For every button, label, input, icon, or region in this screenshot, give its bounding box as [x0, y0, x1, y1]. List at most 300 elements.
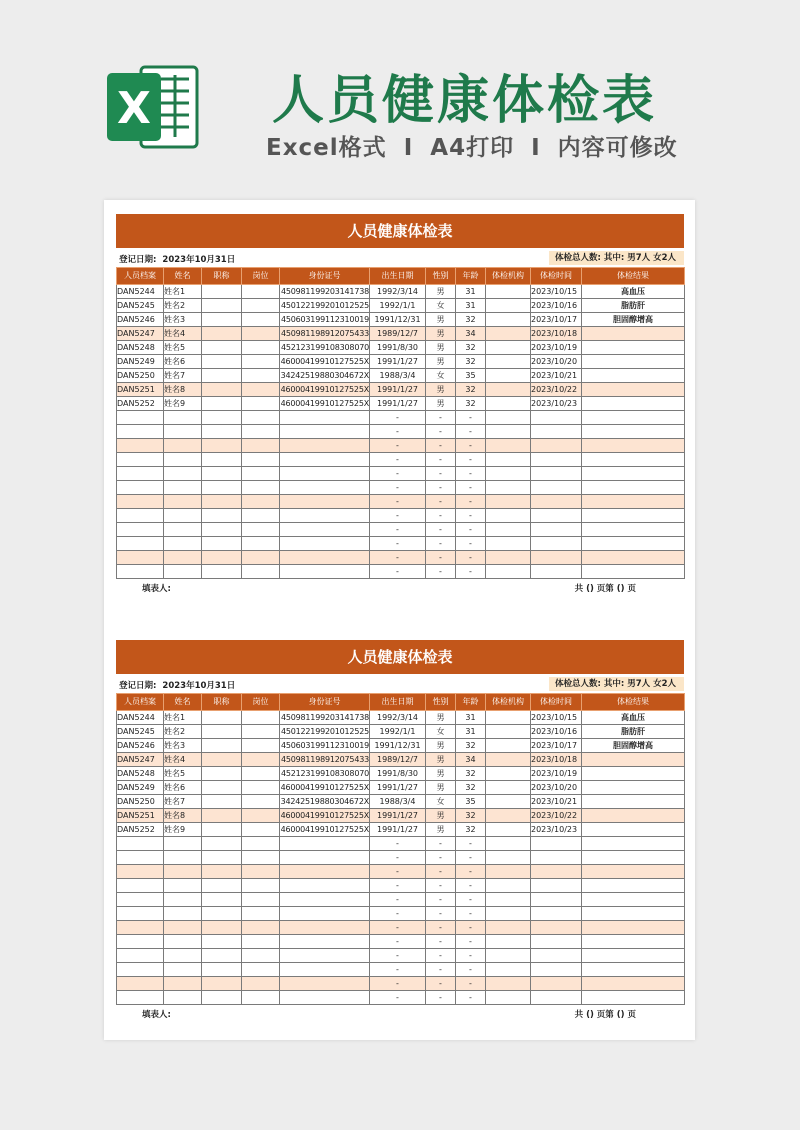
result-cell[interactable]: 胆固醇增高: [582, 739, 685, 753]
archive-cell[interactable]: [117, 907, 164, 921]
age-cell[interactable]: 34: [456, 327, 486, 341]
institution-cell[interactable]: [486, 893, 531, 907]
institution-cell[interactable]: [486, 327, 531, 341]
birth-date-cell[interactable]: -: [370, 453, 426, 467]
institution-cell[interactable]: [486, 809, 531, 823]
result-cell[interactable]: [582, 397, 685, 411]
birth-date-cell[interactable]: -: [370, 481, 426, 495]
check-date-cell[interactable]: 2023/10/18: [531, 327, 582, 341]
age-cell[interactable]: -: [456, 551, 486, 565]
age-cell[interactable]: -: [456, 991, 486, 1005]
birth-date-cell[interactable]: -: [370, 949, 426, 963]
archive-cell[interactable]: DAN5247: [117, 327, 164, 341]
age-cell[interactable]: 35: [456, 795, 486, 809]
age-cell[interactable]: -: [456, 921, 486, 935]
check-date-cell[interactable]: 2023/10/16: [531, 299, 582, 313]
post-cell[interactable]: [242, 949, 280, 963]
id-number-cell[interactable]: 34242519880304672X: [280, 795, 370, 809]
title-cell[interactable]: [202, 369, 242, 383]
age-cell[interactable]: 31: [456, 711, 486, 725]
result-cell[interactable]: [582, 355, 685, 369]
check-date-cell[interactable]: [531, 837, 582, 851]
check-date-cell[interactable]: 2023/10/23: [531, 823, 582, 837]
age-cell[interactable]: -: [456, 963, 486, 977]
institution-cell[interactable]: [486, 935, 531, 949]
institution-cell[interactable]: [486, 285, 531, 299]
result-cell[interactable]: [582, 963, 685, 977]
age-cell[interactable]: -: [456, 837, 486, 851]
post-cell[interactable]: [242, 299, 280, 313]
gender-cell[interactable]: -: [426, 949, 456, 963]
title-cell[interactable]: [202, 425, 242, 439]
institution-cell[interactable]: [486, 795, 531, 809]
check-date-cell[interactable]: [531, 537, 582, 551]
post-cell[interactable]: [242, 411, 280, 425]
title-cell[interactable]: [202, 397, 242, 411]
archive-cell[interactable]: [117, 565, 164, 579]
archive-cell[interactable]: [117, 851, 164, 865]
gender-cell[interactable]: -: [426, 977, 456, 991]
title-cell[interactable]: [202, 565, 242, 579]
id-number-cell[interactable]: [280, 949, 370, 963]
id-number-cell[interactable]: 450603199112310019: [280, 739, 370, 753]
gender-cell[interactable]: 男: [426, 809, 456, 823]
title-cell[interactable]: [202, 865, 242, 879]
institution-cell[interactable]: [486, 977, 531, 991]
check-date-cell[interactable]: 2023/10/20: [531, 781, 582, 795]
gender-cell[interactable]: 男: [426, 781, 456, 795]
post-cell[interactable]: [242, 425, 280, 439]
institution-cell[interactable]: [486, 425, 531, 439]
age-cell[interactable]: -: [456, 935, 486, 949]
id-number-cell[interactable]: 46000419910127525X: [280, 355, 370, 369]
check-date-cell[interactable]: [531, 851, 582, 865]
age-cell[interactable]: 31: [456, 285, 486, 299]
age-cell[interactable]: -: [456, 411, 486, 425]
post-cell[interactable]: [242, 369, 280, 383]
institution-cell[interactable]: [486, 523, 531, 537]
age-cell[interactable]: -: [456, 425, 486, 439]
archive-cell[interactable]: [117, 509, 164, 523]
name-cell[interactable]: [164, 879, 202, 893]
gender-cell[interactable]: -: [426, 851, 456, 865]
archive-cell[interactable]: DAN5247: [117, 753, 164, 767]
gender-cell[interactable]: -: [426, 991, 456, 1005]
title-cell[interactable]: [202, 837, 242, 851]
name-cell[interactable]: [164, 893, 202, 907]
birth-date-cell[interactable]: -: [370, 425, 426, 439]
age-cell[interactable]: 32: [456, 313, 486, 327]
id-number-cell[interactable]: [280, 481, 370, 495]
post-cell[interactable]: [242, 865, 280, 879]
result-cell[interactable]: [582, 341, 685, 355]
id-number-cell[interactable]: 450981199203141738: [280, 711, 370, 725]
archive-cell[interactable]: DAN5245: [117, 299, 164, 313]
post-cell[interactable]: [242, 739, 280, 753]
institution-cell[interactable]: [486, 439, 531, 453]
id-number-cell[interactable]: 34242519880304672X: [280, 369, 370, 383]
institution-cell[interactable]: [486, 865, 531, 879]
name-cell[interactable]: 姓名4: [164, 327, 202, 341]
post-cell[interactable]: [242, 879, 280, 893]
result-cell[interactable]: [582, 879, 685, 893]
id-number-cell[interactable]: 450981198912075433: [280, 753, 370, 767]
id-number-cell[interactable]: [280, 565, 370, 579]
title-cell[interactable]: [202, 879, 242, 893]
gender-cell[interactable]: 女: [426, 369, 456, 383]
gender-cell[interactable]: -: [426, 865, 456, 879]
name-cell[interactable]: 姓名6: [164, 355, 202, 369]
archive-cell[interactable]: DAN5244: [117, 711, 164, 725]
name-cell[interactable]: [164, 949, 202, 963]
institution-cell[interactable]: [486, 753, 531, 767]
post-cell[interactable]: [242, 313, 280, 327]
id-number-cell[interactable]: [280, 425, 370, 439]
result-cell[interactable]: [582, 767, 685, 781]
name-cell[interactable]: [164, 837, 202, 851]
post-cell[interactable]: [242, 453, 280, 467]
id-number-cell[interactable]: [280, 837, 370, 851]
archive-cell[interactable]: [117, 837, 164, 851]
post-cell[interactable]: [242, 481, 280, 495]
result-cell[interactable]: [582, 991, 685, 1005]
institution-cell[interactable]: [486, 851, 531, 865]
gender-cell[interactable]: -: [426, 963, 456, 977]
name-cell[interactable]: 姓名4: [164, 753, 202, 767]
id-number-cell[interactable]: 46000419910127525X: [280, 383, 370, 397]
gender-cell[interactable]: 男: [426, 823, 456, 837]
institution-cell[interactable]: [486, 467, 531, 481]
result-cell[interactable]: [582, 809, 685, 823]
gender-cell[interactable]: 男: [426, 355, 456, 369]
birth-date-cell[interactable]: -: [370, 977, 426, 991]
gender-cell[interactable]: -: [426, 837, 456, 851]
title-cell[interactable]: [202, 537, 242, 551]
title-cell[interactable]: [202, 341, 242, 355]
id-number-cell[interactable]: [280, 977, 370, 991]
id-number-cell[interactable]: [280, 467, 370, 481]
archive-cell[interactable]: DAN5246: [117, 313, 164, 327]
gender-cell[interactable]: 男: [426, 327, 456, 341]
check-date-cell[interactable]: [531, 453, 582, 467]
post-cell[interactable]: [242, 893, 280, 907]
gender-cell[interactable]: -: [426, 425, 456, 439]
name-cell[interactable]: [164, 439, 202, 453]
name-cell[interactable]: [164, 411, 202, 425]
archive-cell[interactable]: [117, 963, 164, 977]
name-cell[interactable]: [164, 523, 202, 537]
gender-cell[interactable]: -: [426, 879, 456, 893]
institution-cell[interactable]: [486, 551, 531, 565]
age-cell[interactable]: -: [456, 439, 486, 453]
gender-cell[interactable]: -: [426, 921, 456, 935]
name-cell[interactable]: [164, 921, 202, 935]
gender-cell[interactable]: -: [426, 893, 456, 907]
check-date-cell[interactable]: [531, 495, 582, 509]
id-number-cell[interactable]: 450122199201012525: [280, 725, 370, 739]
result-cell[interactable]: [582, 949, 685, 963]
result-cell[interactable]: [582, 753, 685, 767]
name-cell[interactable]: 姓名8: [164, 809, 202, 823]
result-cell[interactable]: [582, 523, 685, 537]
archive-cell[interactable]: [117, 949, 164, 963]
check-date-cell[interactable]: [531, 481, 582, 495]
institution-cell[interactable]: [486, 907, 531, 921]
name-cell[interactable]: 姓名3: [164, 313, 202, 327]
title-cell[interactable]: [202, 285, 242, 299]
gender-cell[interactable]: 男: [426, 711, 456, 725]
birth-date-cell[interactable]: -: [370, 495, 426, 509]
id-number-cell[interactable]: 450981198912075433: [280, 327, 370, 341]
name-cell[interactable]: 姓名6: [164, 781, 202, 795]
institution-cell[interactable]: [486, 739, 531, 753]
archive-cell[interactable]: [117, 537, 164, 551]
check-date-cell[interactable]: 2023/10/22: [531, 383, 582, 397]
title-cell[interactable]: [202, 753, 242, 767]
check-date-cell[interactable]: [531, 425, 582, 439]
result-cell[interactable]: 高血压: [582, 711, 685, 725]
result-cell[interactable]: [582, 327, 685, 341]
archive-cell[interactable]: [117, 439, 164, 453]
id-number-cell[interactable]: [280, 523, 370, 537]
name-cell[interactable]: 姓名8: [164, 383, 202, 397]
archive-cell[interactable]: [117, 921, 164, 935]
id-number-cell[interactable]: [280, 851, 370, 865]
birth-date-cell[interactable]: 1991/1/27: [370, 781, 426, 795]
archive-cell[interactable]: DAN5246: [117, 739, 164, 753]
check-date-cell[interactable]: 2023/10/17: [531, 313, 582, 327]
post-cell[interactable]: [242, 383, 280, 397]
institution-cell[interactable]: [486, 341, 531, 355]
archive-cell[interactable]: DAN5248: [117, 341, 164, 355]
institution-cell[interactable]: [486, 991, 531, 1005]
institution-cell[interactable]: [486, 355, 531, 369]
birth-date-cell[interactable]: 1991/12/31: [370, 313, 426, 327]
gender-cell[interactable]: -: [426, 495, 456, 509]
archive-cell[interactable]: DAN5250: [117, 795, 164, 809]
post-cell[interactable]: [242, 509, 280, 523]
result-cell[interactable]: [582, 481, 685, 495]
name-cell[interactable]: [164, 991, 202, 1005]
post-cell[interactable]: [242, 935, 280, 949]
archive-cell[interactable]: DAN5248: [117, 767, 164, 781]
title-cell[interactable]: [202, 893, 242, 907]
archive-cell[interactable]: DAN5251: [117, 383, 164, 397]
birth-date-cell[interactable]: -: [370, 837, 426, 851]
gender-cell[interactable]: -: [426, 481, 456, 495]
result-cell[interactable]: [582, 823, 685, 837]
birth-date-cell[interactable]: 1992/3/14: [370, 285, 426, 299]
title-cell[interactable]: [202, 711, 242, 725]
check-date-cell[interactable]: 2023/10/19: [531, 767, 582, 781]
title-cell[interactable]: [202, 725, 242, 739]
archive-cell[interactable]: DAN5250: [117, 369, 164, 383]
gender-cell[interactable]: 男: [426, 285, 456, 299]
birth-date-cell[interactable]: 1991/8/30: [370, 341, 426, 355]
gender-cell[interactable]: -: [426, 551, 456, 565]
age-cell[interactable]: 31: [456, 725, 486, 739]
post-cell[interactable]: [242, 439, 280, 453]
id-number-cell[interactable]: [280, 537, 370, 551]
gender-cell[interactable]: 男: [426, 753, 456, 767]
birth-date-cell[interactable]: -: [370, 537, 426, 551]
gender-cell[interactable]: 女: [426, 795, 456, 809]
name-cell[interactable]: 姓名7: [164, 795, 202, 809]
post-cell[interactable]: [242, 341, 280, 355]
archive-cell[interactable]: [117, 523, 164, 537]
birth-date-cell[interactable]: 1991/1/27: [370, 809, 426, 823]
name-cell[interactable]: 姓名3: [164, 739, 202, 753]
gender-cell[interactable]: -: [426, 411, 456, 425]
age-cell[interactable]: -: [456, 467, 486, 481]
institution-cell[interactable]: [486, 299, 531, 313]
birth-date-cell[interactable]: 1988/3/4: [370, 369, 426, 383]
birth-date-cell[interactable]: -: [370, 439, 426, 453]
id-number-cell[interactable]: [280, 893, 370, 907]
birth-date-cell[interactable]: 1991/8/30: [370, 767, 426, 781]
check-date-cell[interactable]: [531, 467, 582, 481]
title-cell[interactable]: [202, 823, 242, 837]
age-cell[interactable]: 32: [456, 397, 486, 411]
title-cell[interactable]: [202, 781, 242, 795]
name-cell[interactable]: 姓名7: [164, 369, 202, 383]
result-cell[interactable]: [582, 425, 685, 439]
name-cell[interactable]: 姓名5: [164, 341, 202, 355]
birth-date-cell[interactable]: 1989/12/7: [370, 327, 426, 341]
archive-cell[interactable]: [117, 977, 164, 991]
post-cell[interactable]: [242, 565, 280, 579]
post-cell[interactable]: [242, 495, 280, 509]
institution-cell[interactable]: [486, 823, 531, 837]
title-cell[interactable]: [202, 327, 242, 341]
check-date-cell[interactable]: 2023/10/19: [531, 341, 582, 355]
birth-date-cell[interactable]: 1991/1/27: [370, 823, 426, 837]
title-cell[interactable]: [202, 495, 242, 509]
birth-date-cell[interactable]: -: [370, 411, 426, 425]
title-cell[interactable]: [202, 355, 242, 369]
result-cell[interactable]: [582, 565, 685, 579]
age-cell[interactable]: -: [456, 495, 486, 509]
id-number-cell[interactable]: 452123199108308070: [280, 341, 370, 355]
birth-date-cell[interactable]: -: [370, 921, 426, 935]
id-number-cell[interactable]: [280, 551, 370, 565]
title-cell[interactable]: [202, 439, 242, 453]
check-date-cell[interactable]: [531, 907, 582, 921]
gender-cell[interactable]: 女: [426, 725, 456, 739]
check-date-cell[interactable]: [531, 411, 582, 425]
name-cell[interactable]: [164, 551, 202, 565]
age-cell[interactable]: 32: [456, 739, 486, 753]
archive-cell[interactable]: DAN5252: [117, 823, 164, 837]
id-number-cell[interactable]: [280, 921, 370, 935]
name-cell[interactable]: [164, 851, 202, 865]
check-date-cell[interactable]: [531, 523, 582, 537]
post-cell[interactable]: [242, 851, 280, 865]
post-cell[interactable]: [242, 823, 280, 837]
archive-cell[interactable]: [117, 481, 164, 495]
birth-date-cell[interactable]: -: [370, 935, 426, 949]
check-date-cell[interactable]: [531, 991, 582, 1005]
institution-cell[interactable]: [486, 879, 531, 893]
birth-date-cell[interactable]: -: [370, 851, 426, 865]
result-cell[interactable]: [582, 495, 685, 509]
result-cell[interactable]: [582, 453, 685, 467]
archive-cell[interactable]: [117, 453, 164, 467]
id-number-cell[interactable]: [280, 453, 370, 467]
check-date-cell[interactable]: [531, 865, 582, 879]
age-cell[interactable]: 32: [456, 383, 486, 397]
archive-cell[interactable]: DAN5244: [117, 285, 164, 299]
institution-cell[interactable]: [486, 495, 531, 509]
post-cell[interactable]: [242, 921, 280, 935]
institution-cell[interactable]: [486, 313, 531, 327]
archive-cell[interactable]: DAN5245: [117, 725, 164, 739]
id-number-cell[interactable]: 46000419910127525X: [280, 397, 370, 411]
id-number-cell[interactable]: 450603199112310019: [280, 313, 370, 327]
title-cell[interactable]: [202, 551, 242, 565]
gender-cell[interactable]: -: [426, 467, 456, 481]
post-cell[interactable]: [242, 711, 280, 725]
result-cell[interactable]: [582, 865, 685, 879]
title-cell[interactable]: [202, 977, 242, 991]
post-cell[interactable]: [242, 963, 280, 977]
gender-cell[interactable]: -: [426, 565, 456, 579]
age-cell[interactable]: -: [456, 851, 486, 865]
gender-cell[interactable]: -: [426, 439, 456, 453]
result-cell[interactable]: [582, 977, 685, 991]
post-cell[interactable]: [242, 397, 280, 411]
institution-cell[interactable]: [486, 963, 531, 977]
institution-cell[interactable]: [486, 383, 531, 397]
post-cell[interactable]: [242, 991, 280, 1005]
check-date-cell[interactable]: [531, 509, 582, 523]
post-cell[interactable]: [242, 725, 280, 739]
name-cell[interactable]: 姓名2: [164, 725, 202, 739]
institution-cell[interactable]: [486, 369, 531, 383]
birth-date-cell[interactable]: -: [370, 963, 426, 977]
post-cell[interactable]: [242, 767, 280, 781]
result-cell[interactable]: 高血压: [582, 285, 685, 299]
result-cell[interactable]: [582, 935, 685, 949]
result-cell[interactable]: [582, 369, 685, 383]
archive-cell[interactable]: [117, 893, 164, 907]
age-cell[interactable]: 32: [456, 355, 486, 369]
gender-cell[interactable]: -: [426, 935, 456, 949]
gender-cell[interactable]: 男: [426, 341, 456, 355]
result-cell[interactable]: [582, 851, 685, 865]
institution-cell[interactable]: [486, 509, 531, 523]
title-cell[interactable]: [202, 509, 242, 523]
name-cell[interactable]: [164, 963, 202, 977]
name-cell[interactable]: [164, 453, 202, 467]
name-cell[interactable]: [164, 565, 202, 579]
archive-cell[interactable]: DAN5249: [117, 781, 164, 795]
archive-cell[interactable]: [117, 425, 164, 439]
institution-cell[interactable]: [486, 767, 531, 781]
title-cell[interactable]: [202, 963, 242, 977]
post-cell[interactable]: [242, 523, 280, 537]
gender-cell[interactable]: 男: [426, 383, 456, 397]
check-date-cell[interactable]: 2023/10/23: [531, 397, 582, 411]
institution-cell[interactable]: [486, 837, 531, 851]
birth-date-cell[interactable]: 1991/12/31: [370, 739, 426, 753]
result-cell[interactable]: [582, 383, 685, 397]
check-date-cell[interactable]: [531, 935, 582, 949]
post-cell[interactable]: [242, 327, 280, 341]
archive-cell[interactable]: [117, 991, 164, 1005]
gender-cell[interactable]: 男: [426, 739, 456, 753]
result-cell[interactable]: [582, 907, 685, 921]
